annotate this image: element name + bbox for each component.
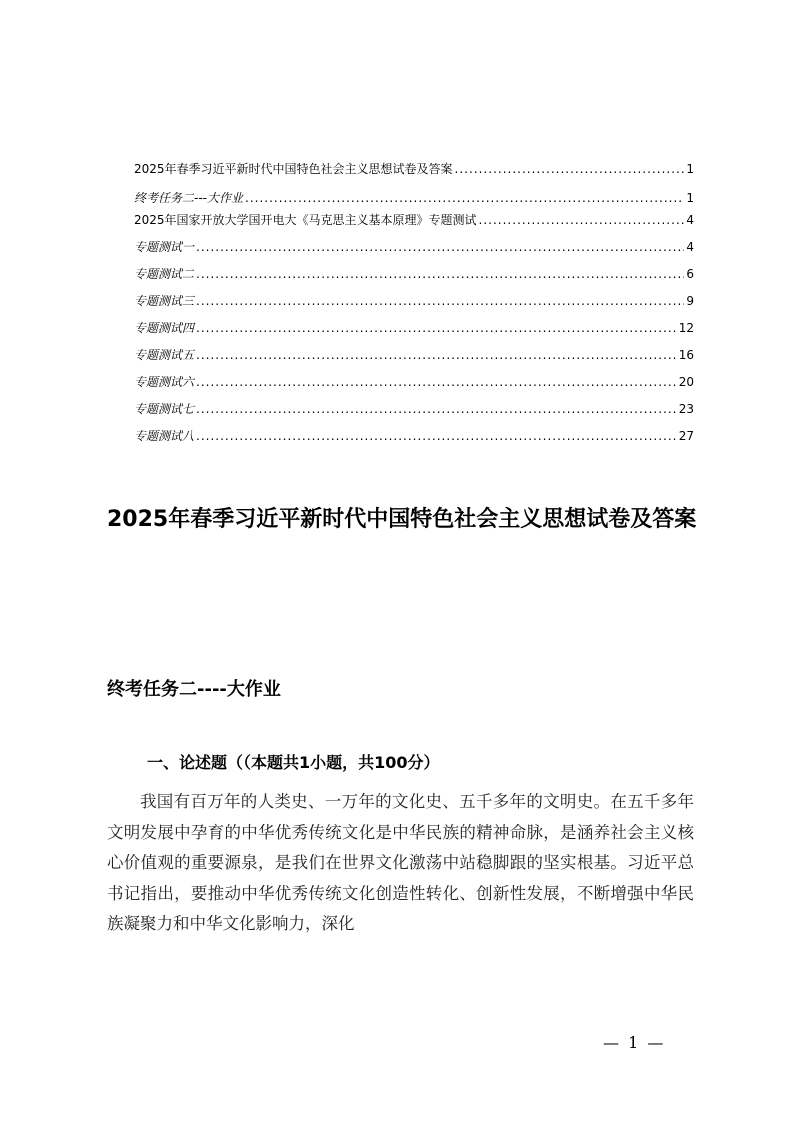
toc-entry-page: 9 [686,294,694,308]
toc-entry-page: 23 [678,402,694,416]
toc-entry[interactable] [134,373,694,391]
toc-entry[interactable] [134,160,694,178]
toc-entry[interactable] [134,346,694,364]
toc-entry-page: 16 [678,348,694,362]
toc-dot-leader [196,292,684,310]
toc-dot-leader [196,400,677,418]
toc-dot-leader [455,160,685,178]
toc-entry-label: 2025年春季习近平新时代中国特色社会主义思想试卷及答案 [134,162,453,176]
toc-dot-leader [196,319,677,337]
toc-entry[interactable] [134,427,694,445]
toc-dot-leader [196,265,684,283]
toc-entry[interactable] [134,238,694,256]
section-title: 终考任务二----大作业 [107,679,281,700]
toc-dot-leader [196,427,677,445]
toc-entry-page: 4 [686,213,694,227]
toc-entry-label: 2025年国家开放大学国开电大《马克思主义基本原理》专题测试 [134,213,477,227]
toc-dot-leader [196,238,684,256]
toc-entry[interactable] [134,265,694,283]
toc-entry-label: 专题测试四 [134,321,195,335]
toc-entry-page: 1 [686,191,694,205]
toc-entry-label: 专题测试三 [134,294,195,308]
toc-dot-leader [245,189,684,207]
toc-entry[interactable] [134,292,694,310]
toc-entry-label: 专题测试五 [134,348,195,362]
toc-entry-label: 专题测试七 [134,402,195,416]
toc-entry-page: 4 [686,240,694,254]
toc-entry[interactable] [134,319,694,337]
toc-entry[interactable] [134,211,694,229]
toc-entry-page: 20 [678,375,694,389]
body-paragraph: 我国有百万年的人类史、一万年的文化史、五千多年的文明史。在五千多年文明发展中孕育的中华优秀传统文化是中华民族的精神命脉，是涵养社会主义核心价值观的重要源泉，是我们在世界文化激荡中站稳脚跟的坚实根基。习近平总书记指出，要推动中华优秀传统文化创造性转化、创新性发展，不断增强中华民族凝聚力和中华文化影响力，深化 [107,792,694,933]
toc-entry-page: 1 [686,162,694,176]
question-heading: 一、论述题（（本题共1小题，共100分） [147,753,440,772]
toc-entry-label: 专题测试八 [134,429,195,443]
toc-dot-leader [196,373,677,391]
toc-entry-label: 专题测试一 [134,240,195,254]
toc-dot-leader [196,346,677,364]
toc-entry-page: 12 [678,321,694,335]
toc-entry-label: 终考任务二---大作业 [134,191,243,205]
toc-entry-page: 27 [678,429,694,443]
toc-entry-label: 专题测试六 [134,375,195,389]
toc-entry-page: 6 [686,267,694,281]
page-number: — 1 — [603,1033,666,1052]
toc-entry[interactable] [134,189,694,207]
toc-entry-label: 专题测试二 [134,267,195,281]
toc-entry[interactable] [134,400,694,418]
document-title: 2025年春季习近平新时代中国特色社会主义思想试卷及答案 [107,507,697,532]
toc-dot-leader [479,211,685,229]
